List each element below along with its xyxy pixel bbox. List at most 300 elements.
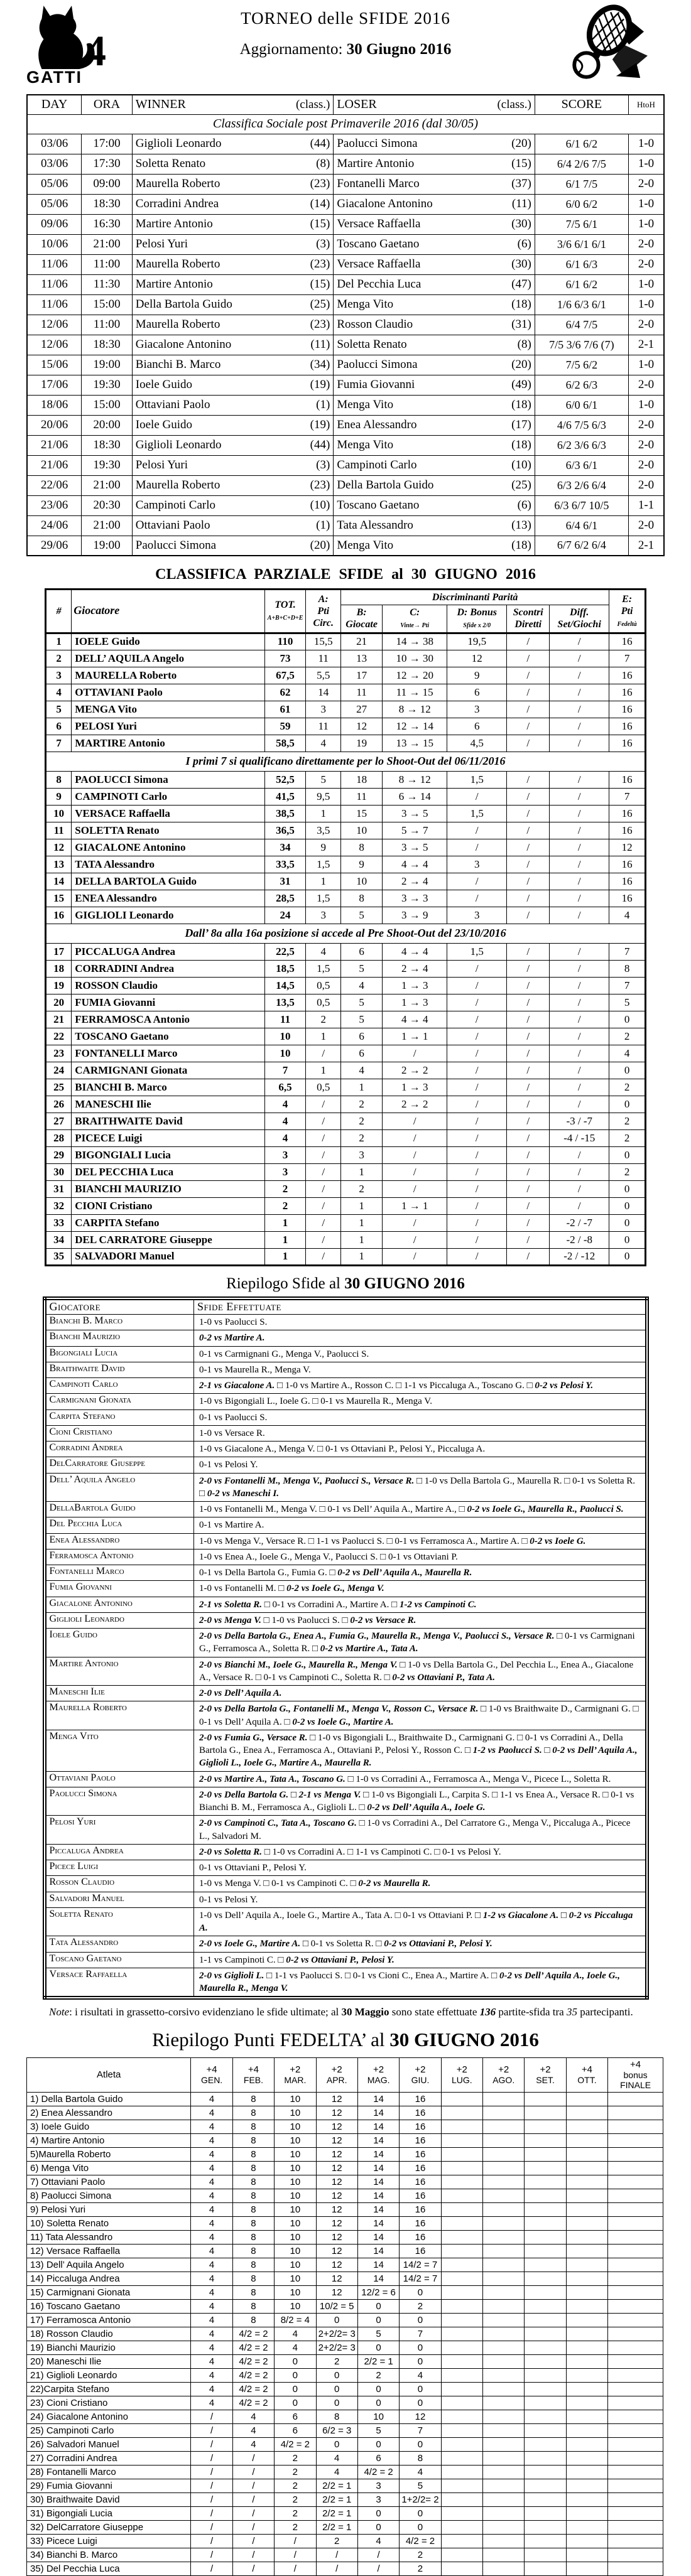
pts-finale xyxy=(608,2548,663,2562)
pts-lug xyxy=(441,2147,482,2161)
col-c: C: Vinte→ Pti xyxy=(383,605,447,633)
pts-ago xyxy=(483,2175,525,2189)
winner-name: Martire Antonio xyxy=(135,278,213,291)
loser-class: (18) xyxy=(511,298,531,311)
winner-name: Giglioli Leonardo xyxy=(135,137,222,150)
result-day: 15/06 xyxy=(27,355,82,375)
player-name: Cioni Cristiano xyxy=(45,1425,194,1441)
tot-points: 61 xyxy=(264,701,306,718)
vinte-pti: 11 → 15 xyxy=(383,684,447,701)
pts-ago xyxy=(483,2258,525,2272)
pts-giu: 0 xyxy=(400,2313,441,2327)
result-time: 11:30 xyxy=(82,274,133,294)
diff-set-giochi: -3 / -7 xyxy=(550,1113,609,1129)
player-name: BIGONGIALI Lucia xyxy=(72,1146,264,1163)
pts-finale xyxy=(608,2120,663,2133)
result-loser xyxy=(334,475,535,495)
pts-finale xyxy=(608,2423,663,2437)
sfide-segment: □ 1-0 vs Paolucci S. □ xyxy=(261,1615,351,1625)
result-time: 15:00 xyxy=(82,294,133,315)
pts-gen: / xyxy=(191,2479,232,2492)
results-rows xyxy=(27,134,664,556)
pti-circ: 1 xyxy=(306,1062,341,1079)
pts-lug xyxy=(441,2258,482,2272)
pts-giu: 14/2 = 7 xyxy=(400,2258,441,2272)
pts-feb: 8 xyxy=(232,2258,274,2272)
pts-gen: 4 xyxy=(191,2175,232,2189)
pts-giu: 16 xyxy=(400,2189,441,2202)
result-winner xyxy=(132,435,334,455)
winner-name: Pelosi Yuri xyxy=(135,458,188,472)
winner-class: (15) xyxy=(310,278,330,291)
pts-giu: 7 xyxy=(400,2327,441,2341)
update-date: 30 Giugno 2016 xyxy=(346,41,452,58)
rank: 1 xyxy=(46,633,72,650)
pts-finale xyxy=(608,2327,663,2341)
pts-apr: 2+2/2= 3 xyxy=(316,2327,357,2341)
sfide-segment: 1-0 vs Versace R. xyxy=(199,1428,265,1438)
pts-giu: 5 xyxy=(400,2479,441,2492)
fedelta-row xyxy=(27,2465,663,2479)
pts-ago xyxy=(483,2230,525,2244)
pts-apr: 12 xyxy=(316,2189,357,2202)
col-month: +2 APR. xyxy=(316,2058,357,2092)
pts-set xyxy=(525,2272,566,2285)
sfide-list xyxy=(194,1597,647,1612)
rank: 7 xyxy=(46,735,72,752)
classifica-row xyxy=(46,1113,646,1129)
pts-mar: 10 xyxy=(275,2120,316,2133)
pts-apr: 12 xyxy=(316,2147,357,2161)
result-winner xyxy=(132,455,334,475)
pts-finale xyxy=(608,2106,663,2120)
pts-set xyxy=(525,2451,566,2465)
pts-ott xyxy=(566,2368,607,2382)
pts-ago xyxy=(483,2161,525,2175)
riepilogo-row xyxy=(45,1876,647,1892)
riepilogo-row xyxy=(45,1330,647,1346)
note-segment: : i risultati in grassetto-corsivo evidenziano le sfide ultimate; al xyxy=(69,2006,342,2018)
sfide-segment: 0-1 vs Paolucci S. xyxy=(199,1412,268,1423)
pts-gen: 4 xyxy=(191,2313,232,2327)
pts-finale xyxy=(608,2244,663,2258)
vinte-pti: 4 → 4 xyxy=(383,943,447,960)
giocate: 1 xyxy=(341,1197,383,1214)
col-month: +2 AGO. xyxy=(483,2058,525,2092)
pti-fedelta: 0 xyxy=(609,1214,646,1231)
result-row xyxy=(27,455,664,475)
pts-giu: 0 xyxy=(400,2341,441,2354)
player-name: CARMIGNANI Gionata xyxy=(72,1062,264,1079)
result-loser xyxy=(334,294,535,315)
pts-giu: 1+2/2= 2 xyxy=(400,2492,441,2506)
pts-feb: / xyxy=(232,2492,274,2506)
pts-set xyxy=(525,2313,566,2327)
classifica-row xyxy=(46,960,646,977)
pts-gen: / xyxy=(191,2562,232,2575)
pts-mag: 4 xyxy=(357,2534,399,2548)
note xyxy=(49,2006,665,2018)
results-section-title: Classifica Sociale post Primaverile 2016 (dal 30/05) xyxy=(27,114,664,134)
pts-mag: 14 xyxy=(357,2092,399,2106)
result-loser xyxy=(334,355,535,375)
result-loser xyxy=(334,455,535,475)
pts-mag: 14 xyxy=(357,2202,399,2216)
pts-ott xyxy=(566,2410,607,2423)
pti-fedelta: 7 xyxy=(609,788,646,805)
sfide-segment: 1-0 vs Menga V., Versace R. □ 1-1 vs Paolucci S. □ 0-1 vs Ferramosca A., Martire A. □ xyxy=(199,1536,530,1546)
pts-gen: 4 xyxy=(191,2396,232,2410)
riepilogo-row xyxy=(45,1844,647,1860)
sfide-segment: 0-2 vs Ioele G., Martire A. xyxy=(292,1716,394,1727)
tot-points: 18,5 xyxy=(264,960,306,977)
scontri-diretti: / xyxy=(507,839,550,856)
sfide-segment: □ 1-0 vs Corradini A. □ 1-1 vs Campinoti C. □ 0-1 vs Pelosi Y. xyxy=(262,1846,501,1857)
result-score: 6/1 6/2 xyxy=(535,274,628,294)
classifica-row xyxy=(46,718,646,735)
pts-apr: 12 xyxy=(316,2285,357,2299)
pts-gen: / xyxy=(191,2506,232,2520)
pts-set xyxy=(525,2189,566,2202)
loser-name: Menga Vito xyxy=(337,538,394,552)
classifica-row xyxy=(46,1045,646,1062)
col-month: +4 GEN. xyxy=(191,2058,232,2092)
tot-points: 4 xyxy=(264,1113,306,1129)
pts-giu: 0 xyxy=(400,2382,441,2396)
player-name: MAURELLA Roberto xyxy=(72,667,264,684)
bonus: / xyxy=(447,1180,507,1197)
riepilogo-row xyxy=(45,1816,647,1845)
fedelta-header-row xyxy=(27,2058,663,2092)
rank: 20 xyxy=(46,994,72,1011)
sfide-segment: □ 1-1 vs Paolucci S. □ 0-1 vs Cioni C., Enea A., Martire A. □ xyxy=(264,1970,499,1981)
rank: 5 xyxy=(46,701,72,718)
giocate: 11 xyxy=(341,684,383,701)
player-name: OTTAVIANI Paolo xyxy=(72,684,264,701)
athlete-name: 7) Ottaviani Paolo xyxy=(27,2175,191,2189)
player-name: VERSACE Raffaella xyxy=(72,805,264,822)
fedelta-row xyxy=(27,2216,663,2230)
winner-name: Giacalone Antonino xyxy=(135,338,232,351)
scontri-diretti: / xyxy=(507,701,550,718)
pts-feb: / xyxy=(232,2465,274,2479)
pts-giu: 16 xyxy=(400,2092,441,2106)
result-day: 11/06 xyxy=(27,254,82,274)
loser-class: (37) xyxy=(511,177,531,190)
pts-lug xyxy=(441,2272,482,2285)
vinte-pti: / xyxy=(383,1146,447,1163)
loser-class: (47) xyxy=(511,278,531,291)
pts-gen: 4 xyxy=(191,2382,232,2396)
pts-gen: / xyxy=(191,2423,232,2437)
pts-mag: 0 xyxy=(357,2506,399,2520)
pts-finale xyxy=(608,2175,663,2189)
scontri-diretti: / xyxy=(507,1062,550,1079)
result-row xyxy=(27,435,664,455)
pts-lug xyxy=(441,2396,482,2410)
result-time: 18:30 xyxy=(82,435,133,455)
pti-fedelta: 16 xyxy=(609,701,646,718)
pts-ott xyxy=(566,2382,607,2396)
loser-name: Del Pecchia Luca xyxy=(337,278,422,291)
player-name: GIGLIOLI Leonardo xyxy=(72,907,264,924)
athlete-name: 11) Tata Alessandro xyxy=(27,2230,191,2244)
pts-mar: 10 xyxy=(275,2202,316,2216)
pti-circ: / xyxy=(306,1129,341,1146)
pti-circ: / xyxy=(306,1146,341,1163)
result-htoh: 1-0 xyxy=(629,294,665,315)
player-name: MANESCHI Ilie xyxy=(72,1096,264,1113)
giocate: 2 xyxy=(341,1113,383,1129)
pts-gen: 4 xyxy=(191,2258,232,2272)
pts-feb: 4/2 = 2 xyxy=(232,2382,274,2396)
sfide-list xyxy=(194,1517,647,1533)
classifica-row xyxy=(46,650,646,667)
pts-mar: 0 xyxy=(275,2354,316,2368)
pts-finale xyxy=(608,2272,663,2285)
sfide-segment: 0-2 vs Dell’ Aquila A., Maurella R. xyxy=(337,1568,472,1578)
pts-ago xyxy=(483,2299,525,2313)
col-winner: WINNER (class.) xyxy=(132,95,334,114)
loser-name: Tata Alessandro xyxy=(337,519,413,532)
rank: 29 xyxy=(46,1146,72,1163)
pts-finale xyxy=(608,2133,663,2147)
bonus: 4,5 xyxy=(447,735,507,752)
results-table xyxy=(26,94,665,556)
pts-ott xyxy=(566,2285,607,2299)
fedelta-row xyxy=(27,2479,663,2492)
pts-mag: 2 xyxy=(357,2368,399,2382)
player-name: DEL CARRATORE Giuseppe xyxy=(72,1231,264,1248)
classifica-rows-mid xyxy=(46,771,646,924)
giocate: 15 xyxy=(341,805,383,822)
pts-mar: 10 xyxy=(275,2147,316,2161)
athlete-name: 16) Toscano Gaetano xyxy=(27,2299,191,2313)
pts-apr: 12 xyxy=(316,2133,357,2147)
player-name: Carmignani Gionata xyxy=(45,1394,194,1409)
giocate: 5 xyxy=(341,1011,383,1028)
sfide-segment: □ xyxy=(558,1910,569,1921)
sfide-list xyxy=(194,1346,647,1362)
pts-giu: 2 xyxy=(400,2562,441,2575)
riepilogo-row xyxy=(45,1701,647,1730)
pts-mar: / xyxy=(275,2562,316,2575)
sfide-list xyxy=(194,1952,647,1968)
pts-ott xyxy=(566,2451,607,2465)
pts-set xyxy=(525,2230,566,2244)
pts-gen: / xyxy=(191,2410,232,2423)
pts-feb: 4/2 = 2 xyxy=(232,2354,274,2368)
pti-fedelta: 2 xyxy=(609,1129,646,1146)
pts-lug xyxy=(441,2382,482,2396)
pts-finale xyxy=(608,2147,663,2161)
pts-set xyxy=(525,2133,566,2147)
player-name: Ferramosca Antonio xyxy=(45,1549,194,1565)
vinte-pti: 12 → 14 xyxy=(383,718,447,735)
rank: 2 xyxy=(46,650,72,667)
sfide-segment: 0-2 vs Versace R. xyxy=(350,1615,416,1625)
sfide-list xyxy=(194,1876,647,1892)
pts-set xyxy=(525,2437,566,2451)
result-loser xyxy=(334,154,535,174)
scontri-diretti: / xyxy=(507,684,550,701)
player-name: Del Pecchia Luca xyxy=(45,1517,194,1533)
pts-finale xyxy=(608,2092,663,2106)
player-name: Maneschi Ilie xyxy=(45,1686,194,1701)
pts-lug xyxy=(441,2092,482,2106)
pti-circ: 3,5 xyxy=(306,822,341,839)
result-loser xyxy=(334,335,535,355)
result-day: 09/06 xyxy=(27,214,82,234)
pti-circ: 3 xyxy=(306,701,341,718)
pts-giu: 16 xyxy=(400,2106,441,2120)
scontri-diretti: / xyxy=(507,633,550,650)
result-score: 6/1 6/3 xyxy=(535,254,628,274)
pts-finale xyxy=(608,2506,663,2520)
pts-ott xyxy=(566,2423,607,2437)
tot-points: 33,5 xyxy=(264,856,306,873)
col-month: +2 SET. xyxy=(525,2058,566,2092)
pti-fedelta: 4 xyxy=(609,907,646,924)
result-htoh: 1-0 xyxy=(629,214,665,234)
pts-apr: 2/2 = 1 xyxy=(316,2520,357,2534)
result-day: 05/06 xyxy=(27,174,82,194)
pts-feb: 8 xyxy=(232,2120,274,2133)
pts-set xyxy=(525,2506,566,2520)
pti-circ: / xyxy=(306,1231,341,1248)
sfide-segment: 2-0 vs Bianchi M., Ioele G., Maurella R., Menga V. xyxy=(199,1659,398,1670)
pts-ago xyxy=(483,2465,525,2479)
tot-points: 59 xyxy=(264,718,306,735)
winner-class: (23) xyxy=(310,257,330,271)
winner-class: (1) xyxy=(316,398,330,411)
sfide-segment: 1-0 vs Giacalone A., Menga V. □ 0-1 vs Ottaviani P., Pelosi Y., Piccaluga A. xyxy=(199,1444,486,1455)
fedelta-table xyxy=(26,2057,663,2575)
pts-apr: 10/2 = 5 xyxy=(316,2299,357,2313)
loser-class: (49) xyxy=(511,378,531,391)
player-name: ROSSON Claudio xyxy=(72,977,264,994)
player-name: Versace Raffaella xyxy=(45,1968,194,1998)
rank: 35 xyxy=(46,1248,72,1265)
riepilogo-row xyxy=(45,1442,647,1457)
result-htoh: 1-0 xyxy=(629,194,665,214)
pts-apr: 2/2 = 1 xyxy=(316,2492,357,2506)
winner-class: (19) xyxy=(310,418,330,431)
sfide-segment: 2-0 vs Dell’ Aquila A. xyxy=(199,1688,282,1699)
fedelta-row xyxy=(27,2354,663,2368)
bonus: / xyxy=(447,1146,507,1163)
fedelta-row xyxy=(27,2120,663,2133)
athlete-name: 34) Bianchi B. Marco xyxy=(27,2548,191,2562)
club-logo-text: GATTI xyxy=(26,68,82,87)
pts-set xyxy=(525,2492,566,2506)
vinte-pti: 10 → 30 xyxy=(383,650,447,667)
pts-feb: 8 xyxy=(232,2313,274,2327)
pts-ott xyxy=(566,2258,607,2272)
pts-lug xyxy=(441,2506,482,2520)
scontri-diretti: / xyxy=(507,1045,550,1062)
tot-points: 2 xyxy=(264,1180,306,1197)
giocate: 8 xyxy=(341,890,383,907)
pts-feb: 4 xyxy=(232,2423,274,2437)
bonus: / xyxy=(447,873,507,890)
pts-finale xyxy=(608,2161,663,2175)
riepilogo-row xyxy=(45,1657,647,1686)
riepilogo-row xyxy=(45,1952,647,1968)
pti-circ: / xyxy=(306,1197,341,1214)
pts-mag: / xyxy=(357,2548,399,2562)
pti-fedelta: 2 xyxy=(609,1028,646,1045)
riepilogo-row xyxy=(45,1315,647,1330)
bonus: / xyxy=(447,1062,507,1079)
col-scontri: Scontri Diretti xyxy=(507,605,550,633)
pts-giu: 0 xyxy=(400,2285,441,2299)
pts-gen: 4 xyxy=(191,2244,232,2258)
tot-points: 24 xyxy=(264,907,306,924)
fedelta-row xyxy=(27,2492,663,2506)
result-htoh: 2-1 xyxy=(629,536,665,556)
sfide-segment: □ 0-1 vs Carmignani G., Ferramosca A., Soletta R. □ xyxy=(199,1631,635,1654)
giocate: 1 xyxy=(341,1231,383,1248)
tot-points: 28,5 xyxy=(264,890,306,907)
diff-set-giochi: / xyxy=(550,788,609,805)
tot-points: 73 xyxy=(264,650,306,667)
pts-mar: 10 xyxy=(275,2161,316,2175)
pti-fedelta: 16 xyxy=(609,684,646,701)
pts-ott xyxy=(566,2437,607,2451)
tot-points: 4 xyxy=(264,1129,306,1146)
pts-ago xyxy=(483,2354,525,2368)
scontri-diretti: / xyxy=(507,805,550,822)
athlete-name: 21) Giglioli Leonardo xyxy=(27,2368,191,2382)
rank: 12 xyxy=(46,839,72,856)
result-day: 22/06 xyxy=(27,475,82,495)
pts-giu: 0 xyxy=(400,2506,441,2520)
pts-ott xyxy=(566,2299,607,2313)
winner-class: (10) xyxy=(310,498,330,512)
pts-gen: / xyxy=(191,2520,232,2534)
result-row xyxy=(27,495,664,515)
result-score: 6/4 6/1 xyxy=(535,515,628,536)
vinte-pti: 4 → 4 xyxy=(383,1011,447,1028)
sfide-segment: 2-0 vs Fontanelli M., Menga V., Paolucci S., Versace R. xyxy=(199,1475,415,1486)
col-month: +4 FEB. xyxy=(232,2058,274,2092)
athlete-name: 28) Fontanelli Marco xyxy=(27,2465,191,2479)
giocate: 6 xyxy=(341,1028,383,1045)
pts-set xyxy=(525,2341,566,2354)
sfide-segment: 1-2 vs Paolucci S. xyxy=(472,1745,542,1756)
rank: 10 xyxy=(46,805,72,822)
bonus: / xyxy=(447,1011,507,1028)
winner-name: Soletta Renato xyxy=(135,157,206,170)
pts-mar: 2 xyxy=(275,2506,316,2520)
player-name: MARTIRE Antonio xyxy=(72,735,264,752)
winner-name: Corradini Andrea xyxy=(135,197,219,210)
pts-apr: 12 xyxy=(316,2092,357,2106)
pts-ago xyxy=(483,2368,525,2382)
scontri-diretti: / xyxy=(507,718,550,735)
pti-circ: / xyxy=(306,1045,341,1062)
rank: 26 xyxy=(46,1096,72,1113)
diff-set-giochi: / xyxy=(550,1197,609,1214)
result-day: 21/06 xyxy=(27,455,82,475)
fedelta-row xyxy=(27,2133,663,2147)
sfide-list xyxy=(194,1442,647,1457)
riepilogo-row xyxy=(45,1533,647,1549)
sfide-segment: 2-1 vs Menga V. xyxy=(298,1789,361,1800)
pts-feb: / xyxy=(232,2548,274,2562)
tennis-racket-icon xyxy=(558,4,652,85)
